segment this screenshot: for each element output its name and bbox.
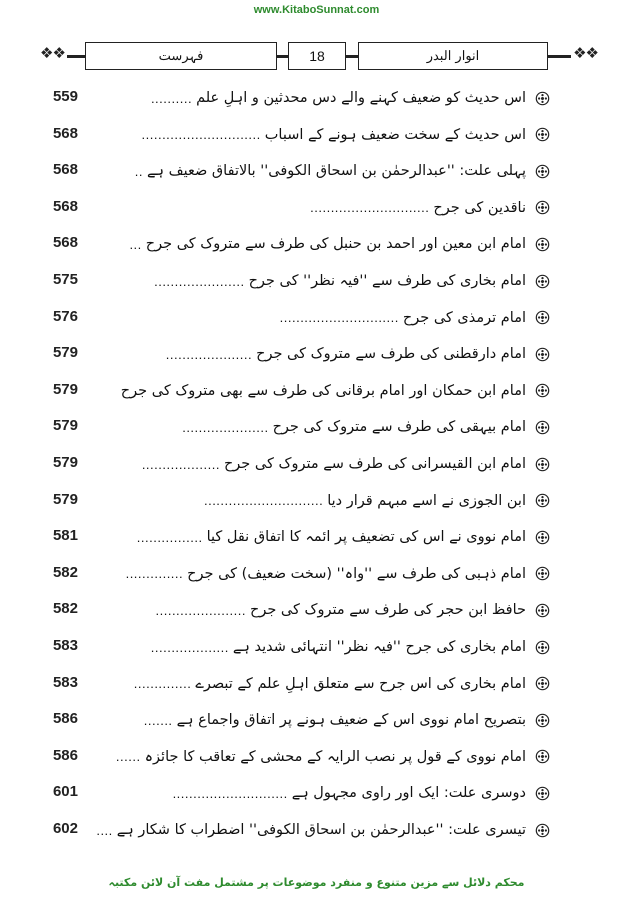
toc-entry [80,376,550,406]
toc-page-number: 582 [52,600,78,618]
toc-entry [80,815,550,845]
page-number: 18 [309,48,325,64]
toc-entry [80,486,550,516]
flower-bullet-icon [534,712,550,728]
flower-bullet-icon [534,493,550,509]
flower-bullet-icon [534,749,550,765]
toc-entry-title: امام بخاری کی طرف سے ''فیہ نظر'' کی جرح [248,273,526,289]
toc-leader-dots: .............. [125,566,184,582]
toc-entry [80,595,550,625]
toc-entry-title: ابن الجوزی نے اسے مبہم قرار دیا [327,492,526,509]
toc-leader-dots: ... [129,236,142,252]
flower-bullet-icon [534,785,550,801]
toc-leader-dots: ................ [136,529,203,545]
toc-entry-title: ناقدین کی جرح [433,199,526,216]
toc-entry [80,266,550,296]
flower-bullet-icon [534,456,550,472]
flower-bullet-icon [534,273,550,289]
toc-leader-dots: ...... [115,749,141,765]
toc-entry [80,83,550,113]
toc-page-number: 583 [52,673,78,691]
toc-entry [80,742,550,772]
toc-entry [80,705,550,735]
toc-entry-title: امام ترمذی کی جرح [402,309,526,326]
toc-page-number: 583 [52,637,78,654]
book-title-box [358,42,548,70]
toc-entry [80,778,550,808]
toc-entry-title: امام بخاری کی جرح ''فیہ نظر'' انتہائی شدید ہے [232,639,526,655]
footer-tagline: محکم دلائل سے مزین متنوع و منفرد موضوعات پر مشتمل مفت آن لائن مکتبہ [108,876,525,889]
toc-leader-dots: ....... [143,712,173,728]
toc-entry [80,449,550,479]
flower-bullet-icon [534,127,550,143]
flower-bullet-icon [534,383,550,399]
toc-entry [80,522,550,552]
toc-entry-title: امام نووی نے اس کی تضعیف پر ائمہ کا اتفاق نقل کیا [206,529,526,546]
toc-entry [80,669,550,699]
toc-entry-title: اس حدیث کو ضعیف کہنے والے دس محدثین و اہلِ علم [196,90,526,106]
toc-entry-title: امام بیہقی کی طرف سے متروک کی جرح [272,419,526,436]
toc-entry [80,632,550,662]
book-title: انوار البدر [426,48,480,64]
section-title: فہرست [158,48,204,64]
toc-entry [80,229,550,259]
toc-page-number: 586 [52,746,78,764]
toc-leader-dots: ................... [141,456,220,472]
toc-entry-title: تیسری علت: ''عبدالرحمٰن بن اسحاق الکوفی'' اضطراب کا شکار ہے [116,822,526,838]
toc-page-number: 579 [52,380,78,398]
flower-bullet-icon [534,200,550,216]
flower-bullet-icon [534,676,550,692]
page-header [38,40,600,72]
toc-entry-title: دوسری علت: ایک اور راوی مجہول ہے [291,785,526,802]
flower-bullet-icon [534,310,550,326]
toc-entry [80,559,550,589]
toc-page-number: 586 [52,710,78,728]
toc-page-number: 568 [52,197,78,215]
toc-entry-title: امام بخاری کی اس جرح سے متعلق اہلِ علم کے تبصرے [195,675,526,692]
toc-leader-dots: ............................. [203,493,324,509]
toc-page-number: 575 [52,271,78,288]
toc-page-number: 582 [52,563,78,581]
flower-bullet-icon [534,602,550,618]
flower-bullet-icon [534,419,550,435]
toc-entry-title: حافظ ابن حجر کی طرف سے متروک کی جرح [249,602,526,619]
toc-page-number: 579 [52,344,78,362]
toc-leader-dots: ............................ [172,785,288,801]
toc-entry [80,412,550,442]
toc-page-number: 559 [52,88,78,105]
flower-bullet-icon [534,90,550,106]
toc-leader-dots: .. [134,163,144,179]
site-url: www.KitaboSunnat.com [253,4,380,16]
page-number-box [288,42,346,70]
toc-page-number: 601 [52,783,78,801]
toc-leader-dots: ...................... [154,273,245,289]
toc-leader-dots: .......... [150,90,193,106]
toc-page-number: 579 [52,490,78,508]
flower-bullet-icon [534,822,550,838]
toc-leader-dots: ..................... [165,346,253,362]
toc-entry-title: بتصریح امام نووی اس کے ضعیف ہونے پر اتفاق واجماع ہے [176,712,526,729]
toc-page-number: 579 [52,454,78,471]
toc-leader-dots: ............................. [141,127,261,143]
toc-page-number: 568 [52,124,78,142]
toc-leader-dots: .... [96,822,113,838]
toc-page-number: 602 [52,820,78,837]
chain-ornament-icon: ❖❖ [573,44,598,62]
flower-bullet-icon [534,529,550,545]
toc-entry [80,156,550,186]
toc-page-number: 568 [52,234,78,252]
toc-entry-title: امام نووی کے قول پر نصب الرایہ کے محشی کے تعاقب کا جائزہ [144,748,526,765]
toc-leader-dots: ...................... [155,602,246,618]
toc-leader-dots: ............................. [279,310,399,326]
flower-bullet-icon [534,566,550,582]
toc-page-number: 568 [52,161,78,179]
toc-entry-title: امام ابن القیسرانی کی طرف سے متروک کی جرح [223,456,526,472]
toc-entry-title: اس حدیث کے سخت ضعیف ہونے کے اسباب [264,126,526,143]
toc-entry [80,193,550,223]
toc-entry-title: امام دارقطنی کی طرف سے متروک کی جرح [256,346,526,363]
toc-page-number: 581 [52,527,78,545]
toc-entry-title: پہلی علت: ''عبدالرحمٰن بن اسحاق الکوفی'' بالاتفاق ضعیف ہے [147,163,526,180]
toc-entry-title: امام ابن حمکان اور امام برقانی کی طرف سے بھی متروک کی جرح [120,382,526,399]
toc-leader-dots: ............................. [310,200,430,216]
flower-bullet-icon [534,236,550,252]
section-title-box [85,42,277,70]
toc-leader-dots: ................... [150,639,229,655]
toc-entry-title: امام ابن معین اور احمد بن حنبل کی طرف سے متروک کی جرح [145,236,526,253]
toc-leader-dots: .............. [133,676,192,692]
toc-leader-dots: ..................... [182,419,269,435]
toc-entry [80,303,550,333]
toc-entry [80,120,550,150]
flower-bullet-icon [534,163,550,179]
toc-page-number: 579 [52,417,78,435]
toc-entry-title: امام ذہبی کی طرف سے ''واہ'' (سخت ضعیف) کی جرح [187,565,526,582]
toc-page-number: 576 [52,307,78,325]
toc-entry [80,339,550,369]
flower-bullet-icon [534,346,550,362]
flower-bullet-icon [534,639,550,655]
chain-ornament-icon: ❖❖ [40,44,65,62]
